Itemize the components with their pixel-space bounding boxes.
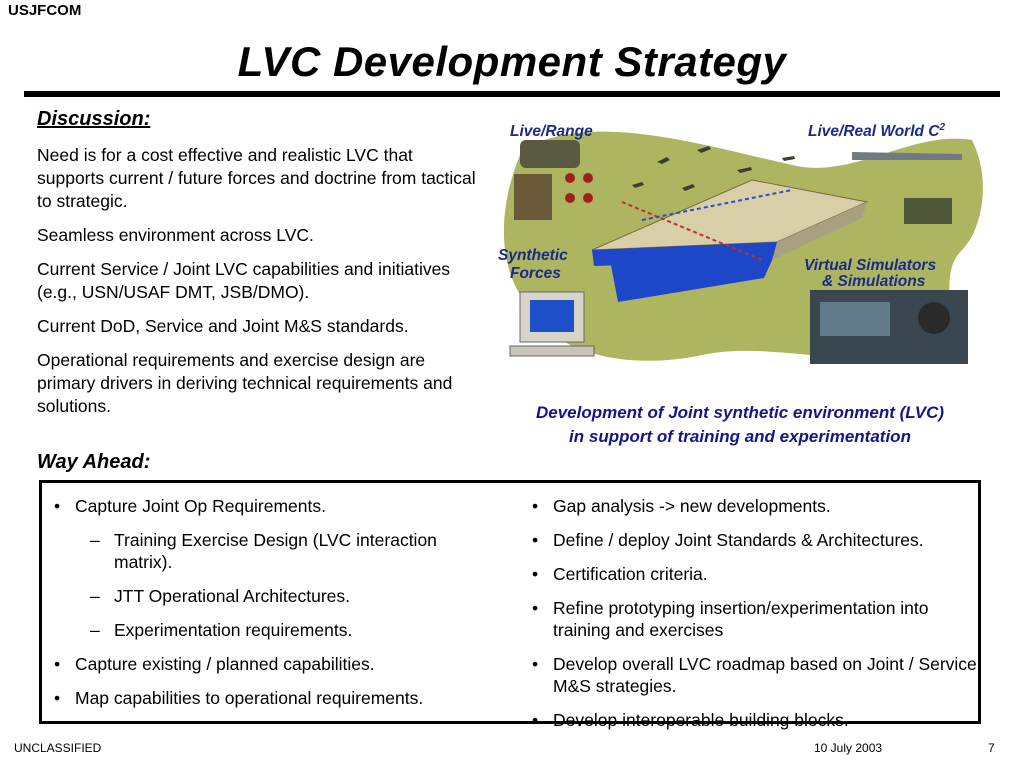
discussion-text <box>37 144 482 429</box>
bullet-item: • Capture Joint Op Requirements. <box>54 496 326 516</box>
computer-screen <box>530 300 574 332</box>
classification-label: UNCLASSIFIED <box>14 741 102 755</box>
soldier-photo <box>514 174 552 220</box>
label-synthetic: Synthetic <box>498 247 568 264</box>
discussion-paragraph: Current Service / Joint LVC capabilities and initiatives (e.g., USN/USAF DMT, JSB/DMO). <box>37 259 451 302</box>
discussion-paragraph: Seamless environment across LVC. <box>37 225 314 245</box>
slide-title: LVC Development Strategy <box>237 38 787 85</box>
label-live-range: Live/Range <box>510 123 593 140</box>
title-divider <box>24 91 1000 97</box>
bullet-item: • Refine prototyping insertion/experimentation into training and exercises <box>532 598 929 640</box>
page-number: 7 <box>988 741 995 755</box>
figure-caption <box>490 401 990 449</box>
sub-bullet-item: – Training Exercise Design (LVC interaction matrix). <box>90 530 437 572</box>
label-forces: Forces <box>510 265 561 282</box>
sub-bullet-item: – JTT Operational Architectures. <box>90 586 351 606</box>
simulator-screen <box>820 302 890 336</box>
discussion-paragraph: Current DoD, Service and Joint M&S standards. <box>37 316 409 336</box>
label-and-simulations: & Simulations <box>822 273 926 290</box>
bullet-item: • Capture existing / planned capabilities. <box>54 654 375 674</box>
caption-line: in support of training and experimentation <box>569 427 911 446</box>
vehicle-photo <box>904 198 952 224</box>
pilot-helmet <box>918 302 950 334</box>
label-virtual-simulators: Virtual Simulators <box>804 257 937 274</box>
lvc-environment-illustration <box>492 110 992 372</box>
computer-keyboard <box>510 346 594 356</box>
footer-date: 10 July 2003 <box>814 741 883 755</box>
way-ahead-heading: Way Ahead: <box>37 451 151 473</box>
way-ahead-right-column <box>528 495 978 743</box>
label-live-real-world: Live/Real World $C^2$ <box>808 122 946 140</box>
caption-line: Development of Joint synthetic environment (LVC) <box>535 403 945 422</box>
discussion-paragraph: Operational requirements and exercise design are primary drivers in deriving technical requirements and solutions. <box>37 350 453 416</box>
bullet-item: • Gap analysis -> new developments. <box>532 496 831 516</box>
bullet-item: • Define / deploy Joint Standards & Architectures. <box>532 530 924 550</box>
discussion-heading: Discussion: <box>37 108 151 130</box>
way-ahead-box <box>39 480 981 730</box>
bullet-item: • Map capabilities to operational requirements. <box>54 688 424 708</box>
way-ahead-left-column <box>50 495 490 721</box>
bullet-item: • Certification criteria. <box>532 564 708 584</box>
discussion-paragraph: Need is for a cost effective and realistic LVC that supports current / future forces and doctrine from tactical to strategic. <box>37 145 476 211</box>
sub-bullet-item: – Experimentation requirements. <box>90 620 353 640</box>
org-label: USJFCOM <box>8 2 82 19</box>
bullet-item: • Develop overall LVC roadmap based on Joint / Service M&S strategies. <box>532 654 977 696</box>
tank-photo <box>520 140 580 168</box>
bullet-item: • Develop interoperable building blocks. <box>532 710 849 730</box>
